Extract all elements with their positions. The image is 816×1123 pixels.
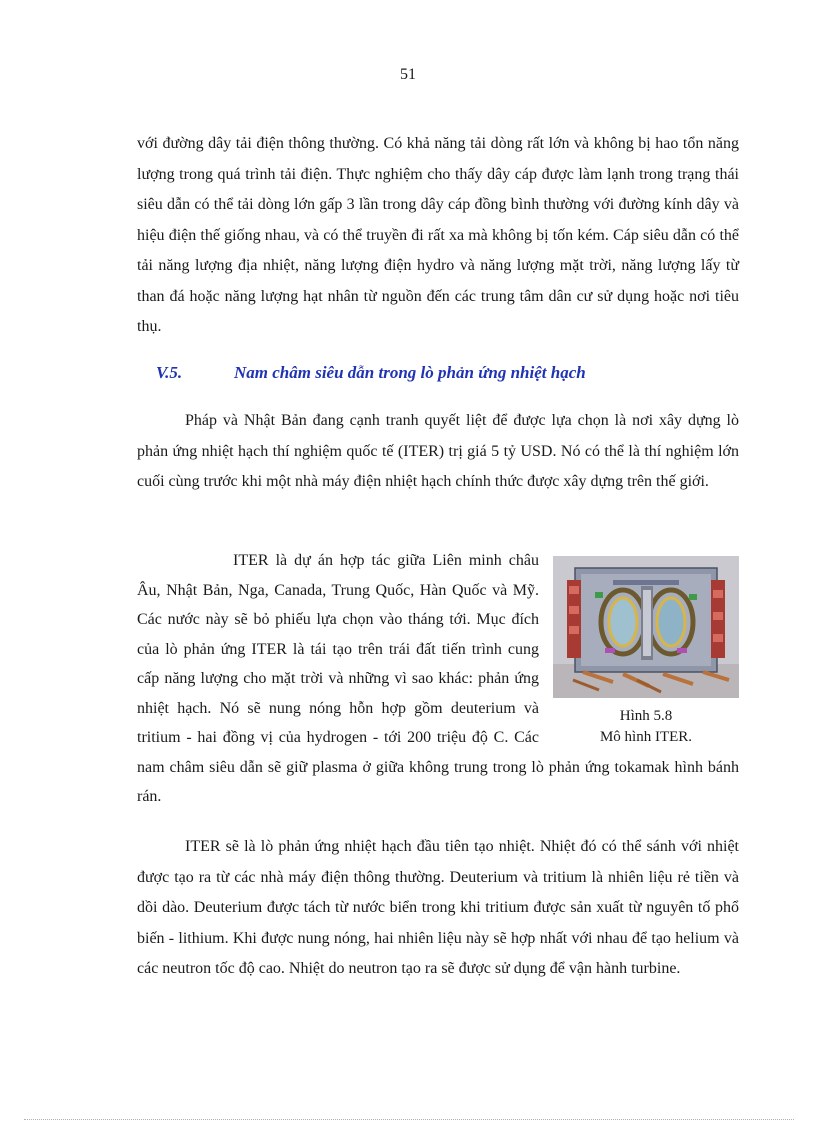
figure-caption [553, 706, 739, 748]
section-number: V.5. [156, 363, 183, 382]
footer-divider [24, 1119, 794, 1120]
figure-text-block [137, 546, 739, 812]
section-heading [156, 358, 736, 388]
figure-caption-title: Mô hình ITER. [599, 729, 693, 745]
paragraph-1: với đường dây tải điện thông thường. Có khả năng tải dòng rất lớn và không bị hao tổn năng lượng trong quá trình tải điện. Thực nghiệm cho thấy dây cáp được làm lạnh trong trạng thái siêu dẫn có thể tải dòng lớn gấp 3 lần trong dây cáp đồng bình thường với đường kính dây và hiệu điện thế giống nhau, và có thể truyền đi rất xa mà không bị tốn kém. Cáp siêu dẫn có thể tải năng lượng địa nhiệt, năng lượng điện hydro và năng lượng mặt trời, năng lượng lấy từ than đá hoặc năng lượng hạt nhân từ nguồn đến các trung tâm dân cư sử dụng hoặc nơi tiêu thụ. [137, 135, 739, 335]
page-number: 51 [400, 66, 416, 83]
paragraph-4: ITER sẽ là lò phản ứng nhiệt hạch đầu tiên tạo nhiệt. Nhiệt đó có thể sánh với nhiệt được tạo ra từ các nhà máy điện thông thường. Deuterium và tritium là nhiên liệu rẻ tiền và dồi dào. Deuterium được tách từ nước biển trong khi tritium được sản xuất từ nguyên tố phổ biến - lithium. Khi được nung nóng, hai nhiên liệu này sẽ hợp nhất với nhau để tạo helium và các neutron tốc độ cao. Nhiệt do neutron tạo ra sẽ được sử dụng để vận hành turbine. [137, 838, 739, 977]
paragraph-2: Pháp và Nhật Bản đang cạnh tranh quyết liệt để được lựa chọn là nơi xây dựng lò phản ứng nhiệt hạch thí nghiệm quốc tế (ITER) trị giá 5 tỷ USD. Nó có thể là thí nghiệm lớn cuối cùng trước khi một nhà máy điện nhiệt hạch chính thức được xây dựng trên thế giới. [137, 412, 739, 490]
section-title: Nam châm siêu dẫn trong lò phản ứng nhiệt hạch [234, 363, 586, 382]
iter-model-image [553, 556, 739, 698]
paragraph-3: ITER là dự án hợp tác giữa Liên minh châu Âu, Nhật Bản, Nga, Canada, Trung Quốc, Hàn Quốc và Mỹ. Các nước này sẽ bỏ phiếu lựa chọn vào tháng tới. Mục đích của lò phản ứng ITER là tái tạo trên trái đất tiến trình cung cấp năng lượng cho mặt trời và những vì sao khác: phản ứng nhiệt hạch. Nó sẽ nung nóng hỗn hợp gồm deuterium và tritium - hai đồng vị của hydrogen - tới 200 triệu độ C. Các nam châm siêu dẫn sẽ giữ plasma ở giữa không trung trong lò phản ứng tokamak hình bánh rán. [137, 552, 739, 805]
figure-caption-number: Hình 5.8 [619, 708, 673, 724]
figure-iter-model [553, 556, 739, 748]
